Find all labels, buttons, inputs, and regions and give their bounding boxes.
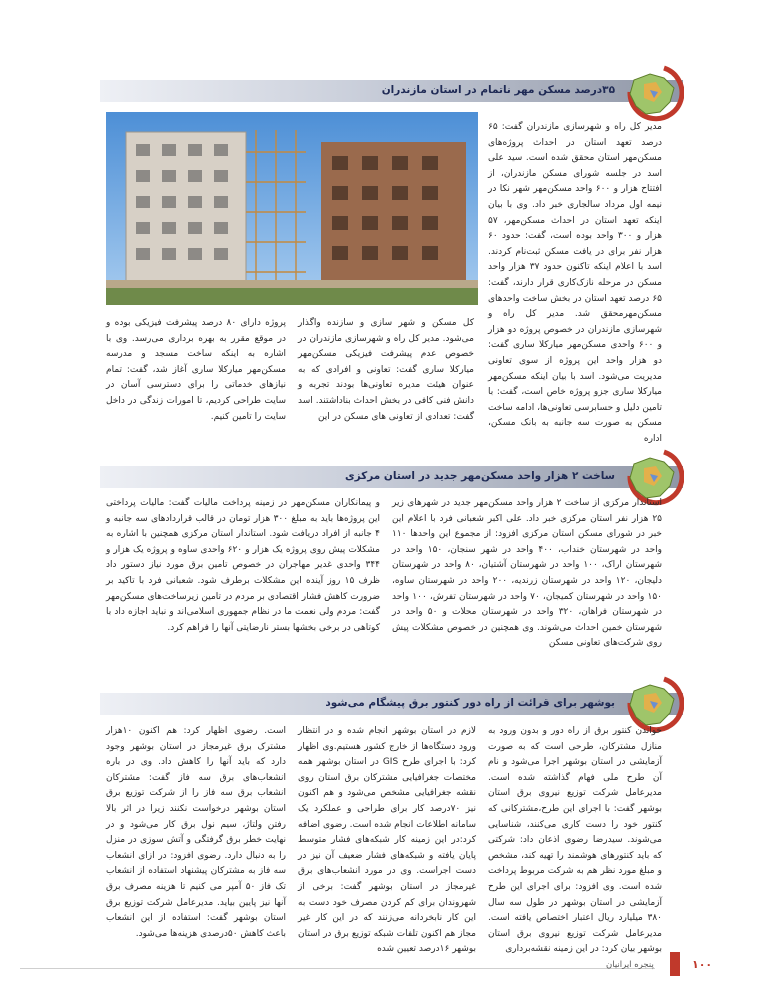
section1-col-left: پروژه دارای ۸۰ درصد پیشرفت فیزیکی بوده و در موقع مقرر به بهره برداری می‌رسد. وی با اشاره به اینکه ساخت مسجد و مدرسه مسکن‌مهر میارکلا ساری آغاز شد، گفت: تمام نیازهای خدماتی را برای دسترسی آسان در سایت طراحی کردیم، تا امورات زندگی در داخل سایت را تامین کنیم. <box>106 318 286 422</box>
section2-title: ساخت ۲ هزار واحد مسکن‌مهر جدید در استان مرکزی <box>344 470 615 482</box>
section3-col2: لازم در استان بوشهر انجام شده و در انتظار ورود دستگاه‌ها از خارج کشور هستیم.وی اظهار کرد: با اجرای طرح GIS در استان بوشهر همه مختصات جغرافیایی مشترکان برق استان روی نقشه جغرافیایی مشخص می‌شود و هم اکنون نیز ۷۰درصد کار برای طراحی و عملکرد یک سامانه اطلاعات انجام شده است. رضوی اضافه کرد:در این زمینه کار شبکه‌های فشار متوسط پایان یافته و شبکه‌های فشار ضعیف آن نیز در دست اجراست. وی در مورد انشعاب‌های برق غیرمجاز در استان بوشهر گفت: برخی از شهروندان برای کم کردن مصرف خود دست به این کار نابخردانه می‌زنند که در این کار غیر مجاز هم اکنون تلفات شبکه توزیع برق در استان بوشهر ۱۶درصد تعیین شده <box>298 726 476 955</box>
section3-col3: است. رضوی اظهار کرد: هم اکنون ۱۰هزار مشترک برق غیرمجاز در استان بوشهر وجود دارد که باید آنها را کاهش داد. وی در باره انشعاب‌های برق سه فاز گفت: مشترکان انشعاب برق سه فاز را از شرکت توزیع برق استان بوشهر درخواست نکنند زیرا در اثر بالا رفتن ولتاژ، سیم نول برق کار می‌شود و در نهایت خطر برق گرفتگی و آتش سوزی در منزل را به دنبال دارد. رضوی افزود: در ازای انشعاب سه فاز به مشترکان پیشنهاد استفاده از انشعاب تک فاز ۵۰ آمپر می کنیم تا هزینه مصرف برق آنها نیز پایین بیاید. مدیرعامل شرکت توزیع برق استان بوشهر گفت: استفاده از این انشعاب باعث کاهش ۵۰درصدی هزینه‌ها می‌شود. <box>106 726 286 939</box>
section3-title: بوشهر برای قرائت از راه دور کنتور برق پیشگام می‌شود <box>325 697 615 709</box>
section1-col-middle: کل مسکن و شهر سازی و سازنده واگذار می‌شود. مدیر کل راه و شهرسازی مازندران در خصوص عدم پیشرفت فیزیکی مسکن‌مهر میارکلا ساری گفت: تعاونی و افرادی که به عنوان هیئت مدیره تعاونی‌ها بودند تجربه و دانش فنی کافی در بخش احداث بناداشتند. اسد گفت: تعدادی از تعاونی های مسکن در این <box>298 318 474 422</box>
page-number: ۱۰۰ <box>692 958 713 971</box>
section3-col1: خواندن کنتور برق از راه دور و بدون ورود به منازل مشترکان، طرحی است که به صورت آزمایشی در استان بوشهر اجرا می‌شود و نام آن طرح ملی فهام گذاشته شده است. مدیرعامل شرکت توزیع نیروی برق استان بوشهر گفت: با اجرای این طرح،مشترکانی که کنتور خود را دست کاری می‌کنند، شناسایی می‌شوند. سیدرضا رضوی اذعان داد: شرکتی که باید کنتورهای هوشمند را تهیه کند، مشخص و مبلغ مورد نظر هم به شرکت مربوط پرداخت شده است. وی افزود: برای اجرای این طرح آزمایشی در استان بوشهر در طول سه سال ۳۸۰ میلیارد ریال اعتبار اختصاص یافته است. مدیرعامل شرکت توزیع نیروی برق استان بوشهر بیان کرد: در این زمینه نقشه‌برداری <box>488 726 662 955</box>
footer-red-tab <box>670 952 680 976</box>
section1-col-right: مدیر کل راه و شهرسازی مازندران گفت: ۶۵ درصد تعهد استان در احداث پروژه‌های مسکن‌مهر استان محقق شده است. سید علی اسد در جلسه شورای مسکن مازندران، از افتتاح هزار و ۶۰۰ واحد مسکن‌مهر شهر نکا در نیمه اول مرداد سالجاری خبر داد. وی با بیان اینکه تعهد استان در احداث مسکن‌مهر، ۵۷ هزار و ۳۰۰ واحد بوده است، گفت: حدود ۶۰ هزار نفر برای در یافت مسکن ثبت‌نام کردند. اسد با اعلام اینکه تاکنون حدود ۳۷ هزار واحد مسکن در مرحله نازک‌کاری قرار دارند، گفت: ۶۵ درصد تعهد استان در بخش ساخت واحدهای مسکن‌مهرمحقق شد. مدیر کل راه و شهرسازی مازندران در خصوص پروژه دو هزار و ۶۰۰ واحدی مسکن‌مهر میارکلا ساری گفت: دو هزار واحد این پروژه از سوی تعاونی مدیریت می‌شود. اسد با بیان اینکه مسکن‌مهر میارکلا ساری جزو پروژه خاص است، گفت: با تامین دلیل و حسابرسی تعاونی‌ها، ادامه ساخت مسکن به صورت سه جانبه به بانک مسکن، اداره <box>488 122 663 444</box>
section2-col-left: و پیمانکاران مسکن‌مهر در زمینه پرداخت مالیات گفت: مالیات پرداختی این پروژه‌ها باید به مبلغ ۳۰۰ هزار تومان در قالب قراردادهای سه جانبه و ۴ جانبه از افراد دریافت شود. استاندار استان مرکزی همچنین با اشاره به مشکلات پیش روی پروژه یک هزار و ۶۲۰ واحدی ساوه و پروژه یک هزار و ۳۴۴ واحدی غدیر مهاجران در خصوص تامین برق مورد نیاز دستور داد ظرف ۱۵ روز آینده این مشکلات برطرف شود. شعبانی فرد با تاکید بر ضرورت کاهش فشار اقتصادی بر مردم در تامین زیرساخت‌های مسکن‌مهر گفت: مردم ولی نعمت ما در نظام جمهوری اسلامی‌اند و نباید اجازه داد با کوتاهی در برخی بخشها بستر نارضایتی آنها را فراهم کرد. <box>106 498 381 633</box>
building-photo <box>106 112 478 305</box>
footer-divider <box>20 968 655 969</box>
section2-col-right: استاندار مرکزی از ساخت ۲ هزار واحد مسکن‌مهر جدید در شهرهای زیر ۲۵ هزار نفر استان مرکزی خبر داد. علی اکبر شعبانی فرد با اعلام این خبر در شورای مسکن استان مرکزی افزود: از مجموع این واحدها ۱۱۰ واحد در شهرستان خنداب، ۴۰۰ واحد در شهر سنجان، ۱۵۰ واحد در شهرستان اراک، ۱۰۰ واحد در شهرستان آشتیان، ۸۰ واحد در شهرستان دلیجان، ۱۲۰ واحد در شهرستان زرندیه، ۲۰۰ واحد در شهرستان ساوه، ۱۵۰ واحد در شهرستان کمیجان، ۷۰ واحد در شهرستان تفرش، ۱۰۰ واحد در شهرستان فراهان، ۳۲۰ واحد در شهرستان محلات و ۵۰ واحد در شهرستان خمین احداث می‌شوند. وی همچنین در خصوص مشکلات پیش روی شرکت‌های تعاونی مسکن <box>392 498 663 649</box>
section1-title: ۳۵درصد مسکن مهر ناتمام در استان مازندران <box>381 84 615 96</box>
magazine-name: پنجره ایرانیان <box>606 960 654 970</box>
iran-map-icon <box>620 62 684 124</box>
